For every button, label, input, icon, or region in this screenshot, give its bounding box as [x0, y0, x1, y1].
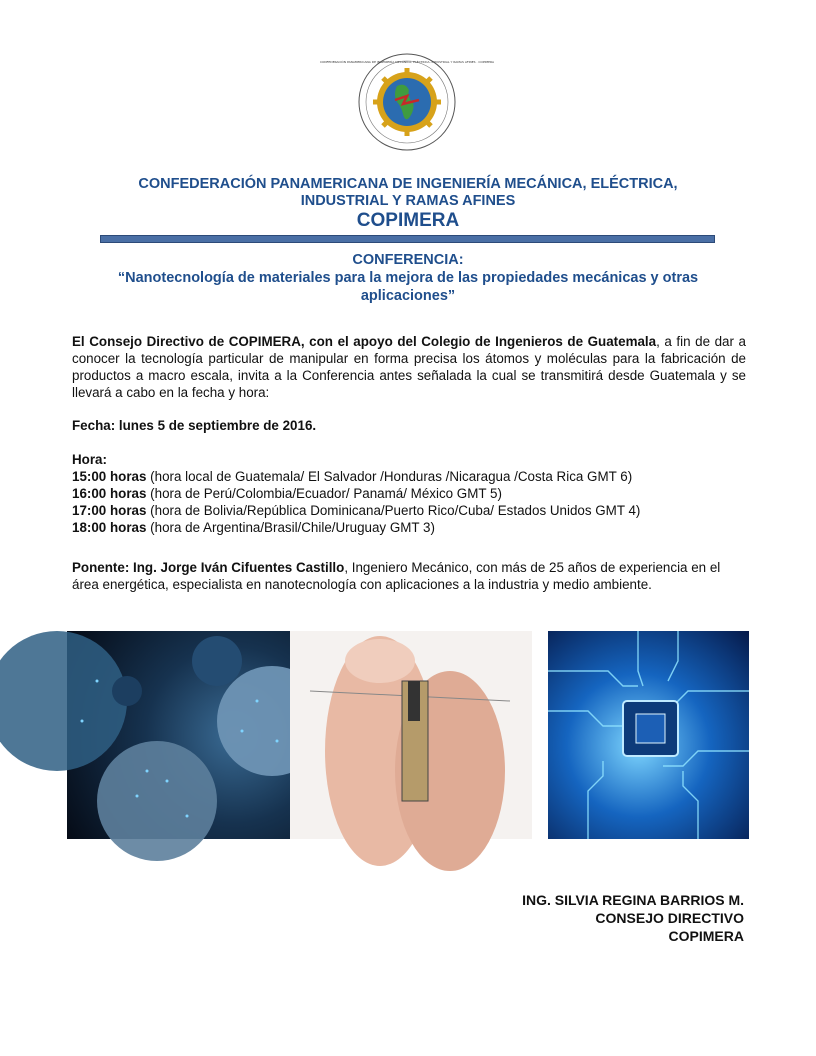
micro-robot-image	[290, 631, 532, 839]
signatory-org: COPIMERA	[668, 928, 744, 944]
schedule-item: 17:00 horas (hora de Bolivia/República Dominicana/Puerto Rico/Cuba/ Estados Unidos GMT 4)	[72, 503, 641, 518]
speaker-bio: , Ingeniero Mecánico, con más de 25 años de experiencia en el área energética, especialista en nanotecnología con aplicaciones a la industria y medio ambiente.	[72, 560, 721, 592]
conference-title-line1: “Nanotecnología de materiales para la mejora de las propiedades mecánicas y otras	[117, 270, 699, 286]
signature-block	[522, 891, 744, 945]
gear-globe-icon	[319, 52, 495, 152]
signatory-role: CONSEJO DIRECTIVO	[595, 910, 744, 926]
nanospheres-image	[67, 631, 290, 839]
copimera-logo	[319, 52, 495, 152]
signatory-name: ING. SILVIA REGINA BARRIOS M.	[522, 892, 744, 908]
schedule-item: 18:00 horas (hora de Argentina/Brasil/Chile/Uruguay GMT 3)	[72, 520, 435, 535]
schedule	[72, 451, 746, 536]
schedule-item: 16:00 horas (hora de Perú/Colombia/Ecuador/ Panamá/ México GMT 5)	[72, 486, 502, 501]
intro-paragraph	[72, 333, 746, 401]
acronym-title: COPIMERA	[356, 210, 460, 231]
intro-bold: El Consejo Directivo de COPIMERA, con el apoyo del Colegio de Ingenieros de Guatemala	[72, 334, 657, 349]
logo-seal-text: CONFEDERACIÓN PANAMERICANA DE INGENIERÍA MECÁNICA, ELÉCTRICA, INDUSTRIAL Y RAMAS AFINES · COPIMERA	[319, 60, 495, 64]
speaker-paragraph	[72, 559, 746, 593]
speaker-name: Ponente: Ing. Jorge Iván Cifuentes Castillo	[72, 560, 345, 575]
schedule-label: Hora:	[72, 452, 107, 467]
event-date: Fecha: lunes 5 de septiembre de 2016.	[72, 418, 317, 433]
org-name	[0, 176, 816, 210]
conference-title-line2: aplicaciones”	[360, 288, 456, 304]
org-name-line2: INDUSTRIAL Y RAMAS AFINES	[300, 193, 516, 209]
intro-text: , a fin de dar a conocer la tecnología particular de manipular en forma precisa los átomos y moléculas para la fabricación de productos a macro escala, invita a la Conferencia antes señalada la cual se transmitirá desde Guatemala y se llevará a cabo en la fecha y hora:	[72, 334, 746, 400]
conference-label: CONFERENCIA:	[352, 252, 464, 268]
conference-title	[60, 269, 756, 305]
org-name-line1: CONFEDERACIÓN PANAMERICANA DE INGENIERÍA MECÁNICA, ELÉCTRICA,	[138, 176, 678, 192]
header-divider	[100, 235, 715, 243]
schedule-item: 15:00 horas (hora local de Guatemala/ El Salvador /Honduras /Nicaragua /Costa Rica GMT 6)	[72, 469, 633, 484]
circuit-chip-image	[548, 631, 749, 839]
